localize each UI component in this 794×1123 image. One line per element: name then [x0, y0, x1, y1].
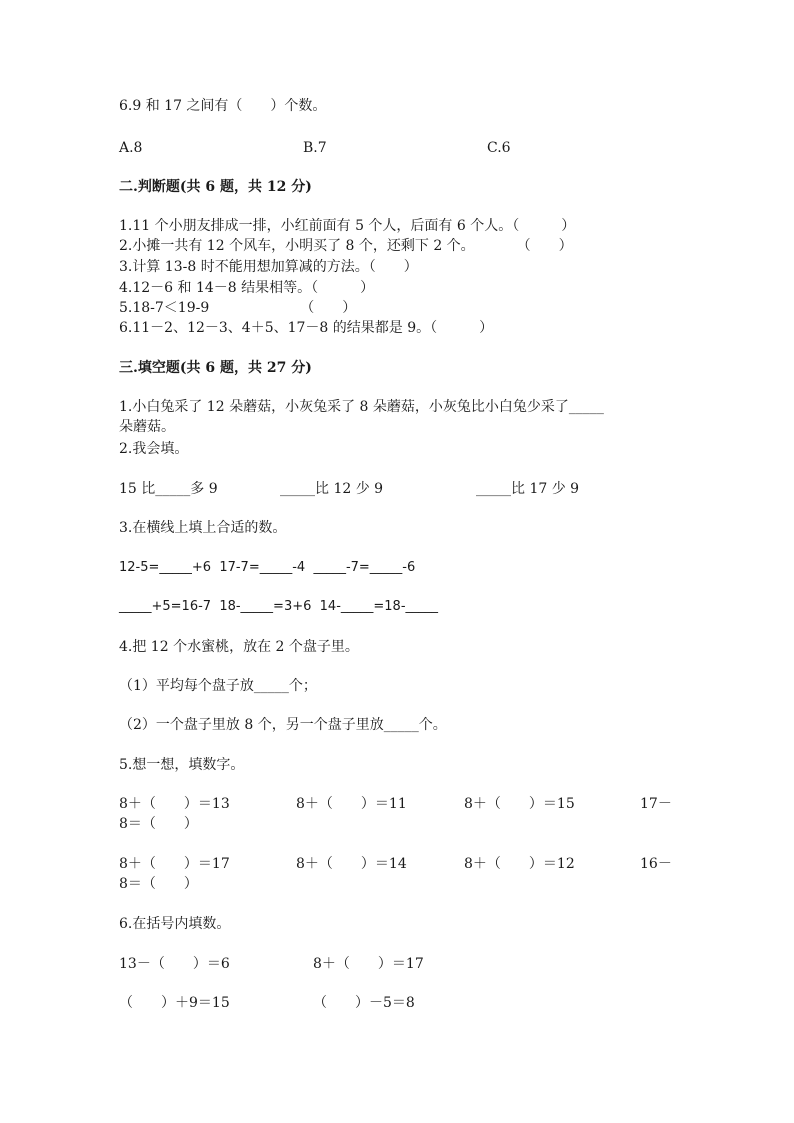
judgement-item-3: 3.计算 13-8 时不能用想加算减的方法。（ ） [119, 259, 418, 275]
fill-q1-line2: 朵蘑菇。 [119, 419, 175, 435]
fill-q4-title: 4.把 12 个水蜜桃，放在 2 个盘子里。 [119, 639, 359, 655]
fill-q6-title: 6.在括号内填数。 [119, 916, 231, 932]
mc-option-b: B.7 [303, 140, 327, 156]
fill-q1-line1: 1.小白兔采了 12 朵蘑菇，小灰兔采了 8 朵蘑菇，小灰兔比小白兔少采了_____ [119, 399, 604, 415]
fill-q6-r1-c1: 13－（ ）＝6 [119, 956, 230, 972]
fill-q5-r1-c4: 17－ [640, 796, 672, 812]
mc-option-a: A.8 [119, 140, 143, 156]
judgement-item-1: 1.11 个小朋友排成一排，小红前面有 5 个人，后面有 6 个人。（ ） [119, 218, 576, 234]
section-heading-fill: 三.填空题(共 6 题，共 27 分) [119, 360, 312, 376]
fill-q5-r2-wrap: 8＝（ ） [119, 876, 198, 892]
fill-q3-row2: _____+5=16-7 18-_____=3+6 14-_____=18-_____ [119, 599, 439, 614]
fill-q5-r2-c3: 8＋（ ）＝12 [464, 856, 575, 872]
section-heading-judgement: 二.判断题(共 6 题，共 12 分) [119, 179, 312, 195]
fill-q5-r2-c2: 8＋（ ）＝14 [296, 856, 407, 872]
judgement-item-5: 5.18-7＜19-9 （ ） [119, 300, 357, 316]
fill-q5-r2-c4: 16－ [640, 856, 672, 872]
fill-q5-r2-c1: 8＋（ ）＝17 [119, 856, 230, 872]
fill-q5-title: 5.想一想，填数字。 [119, 757, 245, 773]
fill-q3-row1: 12-5=_____+6 17-7=_____-4 _____-7=_____-6 [119, 560, 416, 575]
fill-q6-r2-c2: （ ）－5＝8 [313, 995, 415, 1011]
fill-q4-sub2: （2）一个盘子里放 8 个，另一个盘子里放_____个。 [119, 717, 447, 733]
fill-q2-item-1: 15 比_____多 9 [119, 481, 218, 497]
fill-q2-item-3: _____比 17 少 9 [476, 481, 580, 497]
judgement-item-2: 2.小摊一共有 12 个风车，小明买了 8 个，还剩下 2 个。 （ ） [119, 238, 573, 254]
fill-q5-r1-c3: 8＋（ ）＝15 [464, 796, 575, 812]
fill-q2-item-2: _____比 12 少 9 [280, 481, 384, 497]
fill-q5-r1-wrap: 8＝（ ） [119, 816, 198, 832]
judgement-item-4: 4.12－6 和 14－8 结果相等。（ ） [119, 280, 375, 296]
fill-q6-r2-c1: （ ）＋9＝15 [119, 995, 230, 1011]
judgement-item-6: 6.11－2、12－3、4＋5、17－8 的结果都是 9。（ ） [119, 320, 494, 336]
fill-q3-title: 3.在横线上填上合适的数。 [119, 520, 287, 536]
fill-q5-r1-c2: 8＋（ ）＝11 [296, 796, 407, 812]
mc-option-c: C.6 [487, 140, 511, 156]
fill-q4-sub1: （1）平均每个盘子放_____个； [119, 678, 317, 694]
fill-q6-r1-c2: 8＋（ ）＝17 [313, 956, 424, 972]
fill-q2-title: 2.我会填。 [119, 441, 189, 457]
fill-q5-r1-c1: 8＋（ ）＝13 [119, 796, 230, 812]
mc-question-stem: 6.9 和 17 之间有（ ）个数。 [119, 98, 327, 114]
